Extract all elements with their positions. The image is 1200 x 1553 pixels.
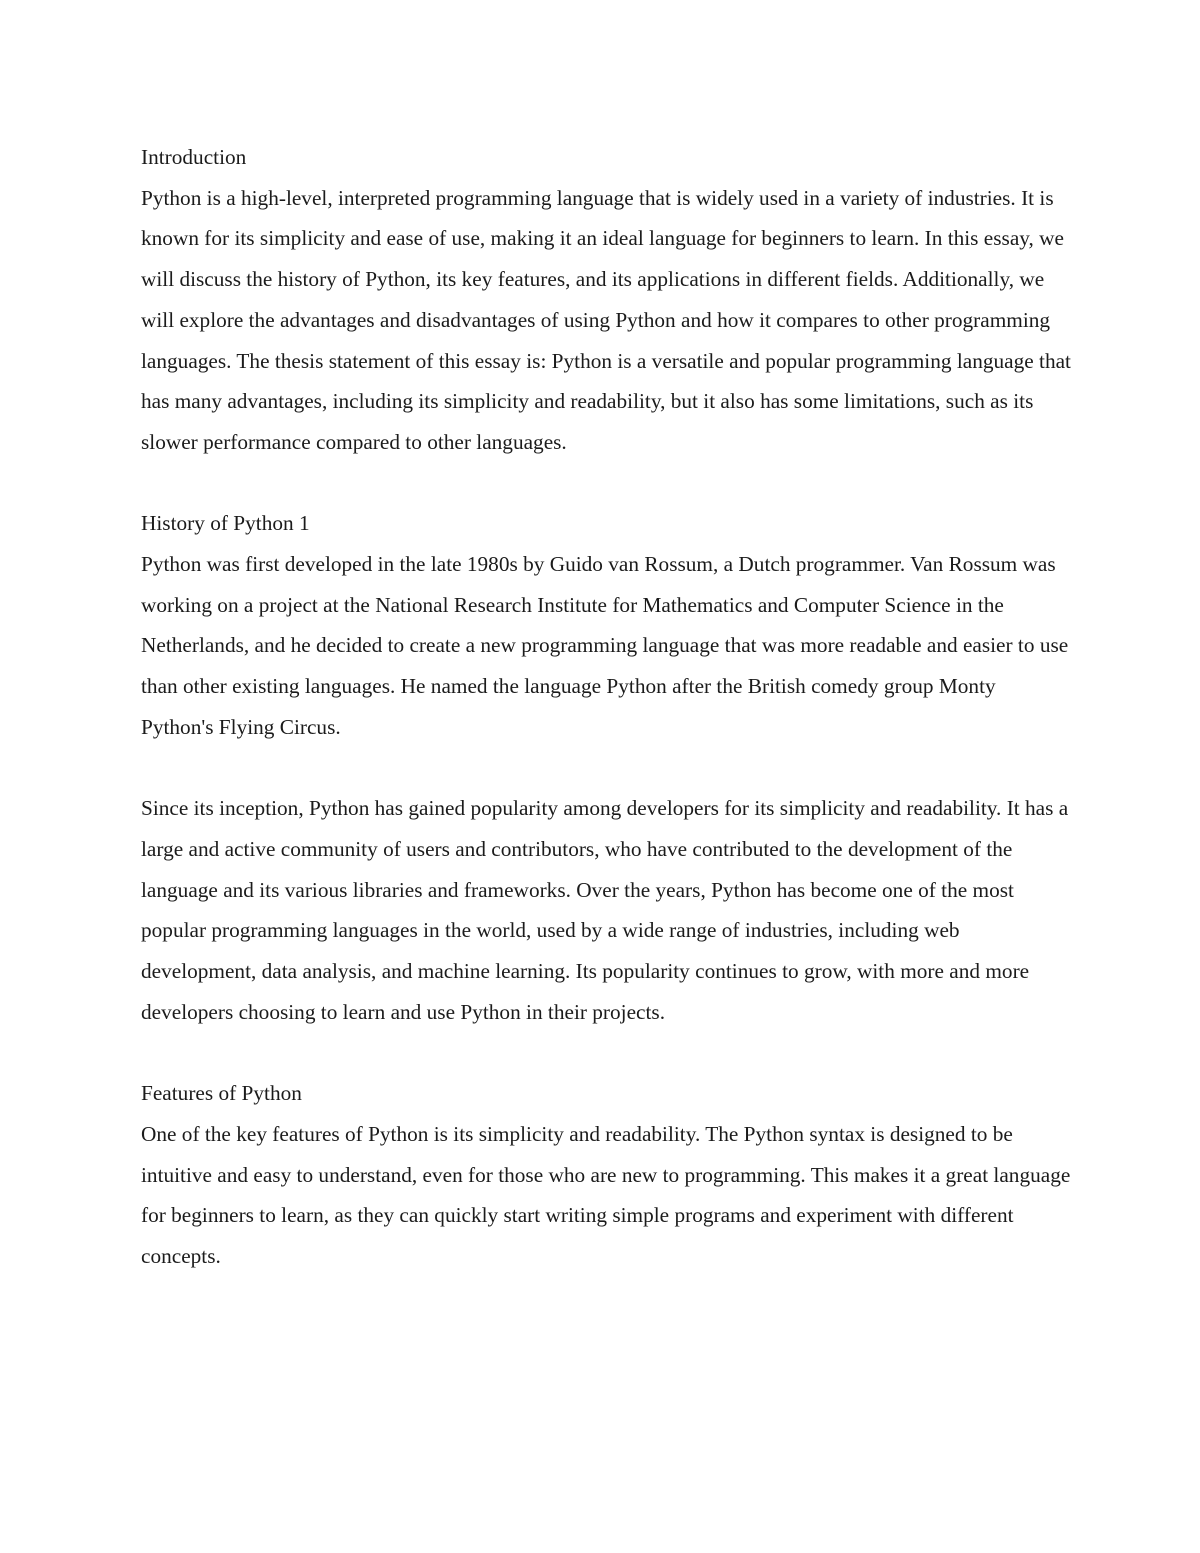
features-paragraph: One of the key features of Python is its simplicity and readability. The Python syntax is designed to be intuitive and easy to understand, even for those who are new to programming. This makes it a great language for beginners to learn, as they can quickly start writing simple programs and experiment with different concepts. <box>141 1121 1071 1268</box>
history-paragraph-1: Python was first developed in the late 1980s by Guido van Rossum, a Dutch programmer. Van Rossum was working on a project at the National Research Institute for Mathematics and Computer Science in the Netherlands, and he decided to create a new programming language that was more readable and easier to use than other existing languages. He named the language Python after the British comedy group Monty Python's Flying Circus. <box>141 552 1069 739</box>
section-heading-introduction: Introduction <box>141 145 247 169</box>
history-paragraph-2: Since its inception, Python has gained popularity among developers for its simplicity and readability. It has a large and active community of users and contributors, who have contributed to the development of the language and its various libraries and frameworks. Over the years, Python has become one of the most popular programming languages in the world, used by a wide range of industries, including web development, data analysis, and machine learning. Its popularity continues to grow, with more and more developers choosing to learn and use Python in their projects. <box>141 796 1069 1024</box>
paragraph-spacer <box>141 463 1071 504</box>
paragraph-spacer <box>141 1032 1071 1073</box>
introduction-paragraph: Python is a high-level, interpreted programming language that is widely used in a variety of industries. It is known for its simplicity and ease of use, making it an ideal language for beginners to learn. In this essay, we will discuss the history of Python, its key features, and its applications in different fields. Additionally, we will explore the advantages and disadvantages of using Python and how it compares to other programming languages. The thesis statement of this essay is: Python is a versatile and popular programming language that has many advantages, including its simplicity and readability, but it also has some limitations, such as its slower performance compared to other languages. <box>141 185 1071 454</box>
document-body <box>141 137 1071 1277</box>
section-heading-features: Features of Python <box>141 1081 302 1106</box>
section-heading-history: History of Python 1 <box>141 511 310 536</box>
paragraph-spacer <box>141 748 1071 789</box>
